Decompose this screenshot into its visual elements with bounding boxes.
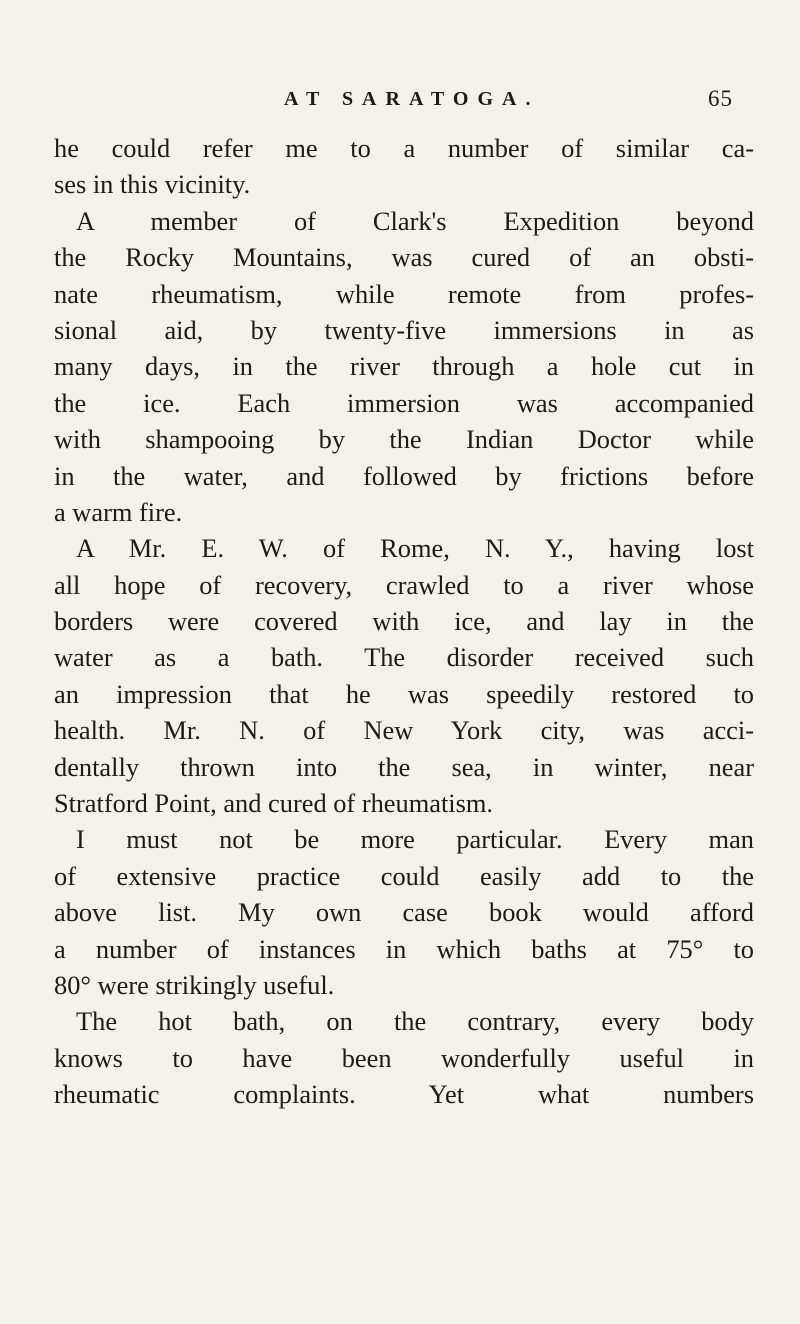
text-line: the ice. Each immersion was accompanied — [54, 387, 754, 418]
text-line: many days, in the river through a hole cut in — [54, 351, 754, 382]
text-line: with shampooing by the Indian Doctor while — [54, 424, 754, 455]
text-line: nate rheumatism, while remote from profes- — [54, 278, 754, 309]
text-line: knows to have been wonderfully useful in — [54, 1042, 754, 1073]
text-line: above list. My own case book would afford — [54, 897, 754, 928]
text-line: Stratford Point, and cured of rheumatism. — [54, 788, 494, 819]
text-line: all hope of recovery, crawled to a river whose — [54, 569, 754, 600]
body-text — [54, 130, 754, 1113]
text-line: A member of Clark's Expedition beyond — [76, 205, 754, 236]
text-line: an impression that he was speedily restored to — [54, 678, 754, 709]
text-line: borders were covered with ice, and lay in the — [54, 606, 754, 637]
text-line: rheumatic complaints. Yet what numbers — [54, 1079, 754, 1110]
text-line: water as a bath. The disorder received such — [54, 642, 754, 673]
text-line: 80° were strikingly useful. — [54, 969, 335, 1000]
text-line: of extensive practice could easily add to the — [54, 860, 754, 891]
text-line: A Mr. E. W. of Rome, N. Y., having lost — [76, 533, 754, 564]
text-line: the Rocky Mountains, was cured of an obsti- — [54, 242, 754, 273]
text-line: I must not be more particular. Every man — [76, 824, 754, 855]
text-line: in the water, and followed by frictions before — [54, 460, 754, 491]
text-line: ses in this vicinity. — [54, 169, 251, 200]
text-line: dentally thrown into the sea, in winter, near — [54, 751, 754, 782]
text-line: health. Mr. N. of New York city, was acci- — [54, 715, 754, 746]
text-line: a warm fire. — [54, 496, 183, 527]
page-number: 65 — [708, 86, 733, 111]
text-line: sional aid, by twenty-five immersions in as — [54, 314, 754, 345]
text-line: The hot bath, on the contrary, every body — [76, 1006, 754, 1037]
text-line: he could refer me to a number of similar ca- — [54, 133, 754, 163]
page-header — [0, 82, 800, 122]
text-line: a number of instances in which baths at 75° to — [54, 933, 754, 964]
running-title: AT SARATOGA. — [284, 88, 540, 110]
